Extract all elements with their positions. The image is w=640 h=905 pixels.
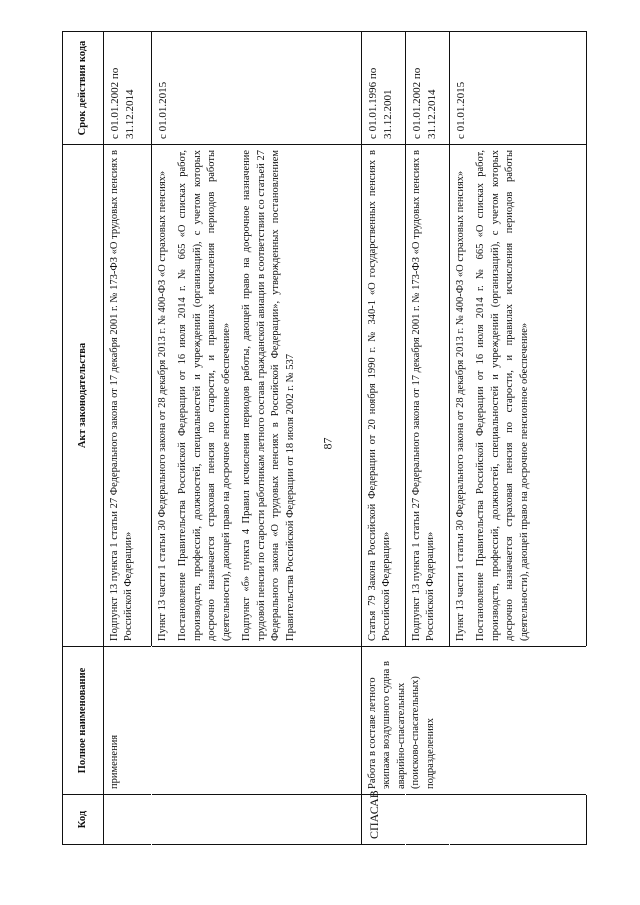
header-act: Акт законодательства [63,145,104,647]
act-paragraph: Подпункт 13 пункта 1 статьи 27 Федерального закона от 17 декабря 2001 г. № 173-ФЗ «О трудовых пенсиях в Российской Федерации» [411,150,437,641]
header-code: Код [63,795,104,845]
header-name: Полное наименование [63,647,104,795]
act-cell [450,145,587,647]
term-cell: с 01.01.2002 по 31.12.2014 [406,32,450,145]
code-cell [406,795,450,845]
term-cell: с 01.01.2015 [450,32,587,145]
term-cell: с 01.01.1996 по 31.12.2001 [362,32,406,145]
rotated-table-container [62,32,587,845]
act-cell [362,145,406,647]
table-header-row [63,32,104,845]
act-cell [152,145,362,647]
name-cell [152,647,362,795]
act-paragraph: Пункт 13 части 1 статьи 30 Федерального закона от 28 декабря 2013 г. № 400-ФЗ «О страховых пенсиях» [455,170,466,641]
table-row [152,32,362,845]
act-paragraph: Подпункт 13 пункта 1 статьи 27 Федерального закона от 17 декабря 2001 г. № 173-ФЗ «О трудовых пенсиях в Российской Федерации» [109,150,135,641]
table-row [104,32,152,845]
act-paragraph: Постановление Правительства Российской Федерации от 16 июля 2014 г. № 665 «О списках работ, производств, профессий, должностей, специальностей и учреждений (организаций), с учетом которых досрочно назначается страховая пенсия по старости, и правилах исчисления периодов работы (деятельности), дающей право на досрочное пенсионное обеспечение» [475,150,530,641]
act-paragraph: Подпункт «б» пункта 4 Правил исчисления периодов работы, дающей право на досрочное назначение трудовой пенсии по старости работникам летного состава гражданской авиации в соответствии со статьей 27 Федерального закона «О трудовых пенсиях в Российской Федерации», утвержденных постановлением Правительства Российской Федерации от 18 июля 2002 г. № 537 [241,150,296,641]
code-cell [104,795,152,845]
header-term: Срок действия кода [63,32,104,145]
code-cell [450,795,587,845]
legislation-table [62,31,587,845]
term-cell: с 01.01.2015 [152,32,362,145]
page-number: 87 [320,437,335,450]
table-row [362,32,406,845]
act-cell [406,145,450,647]
act-paragraph: Статья 79 Закона Российской Федерации от 20 ноября 1990 г. № 340-1 «О государственных пенсиях в Российской Федерации» [367,150,393,641]
name-cell: применения [104,647,152,795]
code-cell: СПАСАВ [362,795,406,845]
term-cell: с 01.01.2002 по 31.12.2014 [104,32,152,145]
name-cell: Работа в составе летного экипажа воздушного судна в аварийно-спасательных (поисково-спасательных) подразделениях [362,647,587,795]
code-cell [152,795,362,845]
act-paragraph: Постановление Правительства Российской Федерации от 16 июля 2014 г. № 665 «О списках работ, производств, профессий, должностей, специальностей и учреждений (организаций), с учетом которых досрочно назначается страховая пенсия по старости, и правилах исчисления периодов работы (деятельности), дающей право на досрочное пенсионное обеспечение» [177,150,232,641]
act-cell [104,145,152,647]
act-paragraph: Пункт 13 части 1 статьи 30 Федерального закона от 28 декабря 2013 г. № 400-ФЗ «О страховых пенсиях» [157,170,168,641]
